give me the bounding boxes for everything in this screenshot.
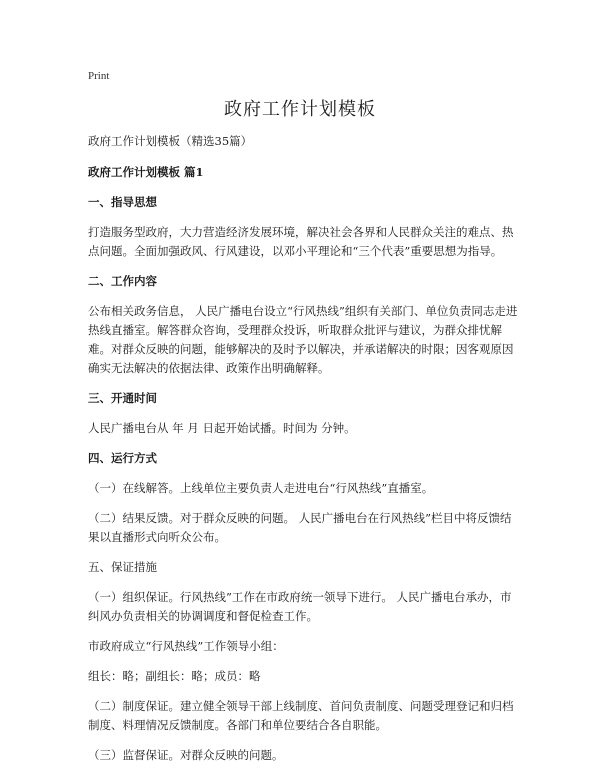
paragraph-work-content: 公布相关政务信息， 人民广播电台设立“行风热线”组织有关部门、单位负责同志走进热线直播室。解答群众咨询，受理群众投诉，听取群众批评与建议，为群众排忧解难。对群众反映的问题，能够解决的及时予以解决，并承诺解决的时限；因客观原因确实无法解决的依据法律、政策作出明确解释。 (88, 304, 518, 375)
paragraph-group-members: 组长：略；副组长：略；成员：略 (88, 669, 261, 683)
heading-guiding-thought: 一、指导思想 (88, 195, 157, 209)
heading-operation-mode: 四、运行方式 (88, 451, 157, 465)
paragraph-leading-group: 市政府成立“行风热线”工作领导小组： (88, 639, 284, 653)
paragraph-guiding-thought: 打造服务型政府，大力营造经济发展环境，解决社会各界和人民群众关注的难点、热点问题。全面加强政风、行风建设，以邓小平理论和“三个代表”重要思想为指导。 (88, 225, 514, 258)
document-subtitle: 政府工作计划模板（精选35篇） (88, 134, 253, 148)
paragraph-online-answer: （一）在线解答。上线单位主要负责人走进电台“行风热线”直播室。 (88, 481, 434, 495)
print-label[interactable]: Print (88, 70, 110, 82)
paragraph-start-time: 人民广播电台从 年 月 日起开始试播。时间为 分钟。 (88, 421, 356, 435)
page-title: 政府工作计划模板 (224, 99, 376, 120)
paragraph-organization-guarantee: （一）组织保证。行风热线”工作在市政府统一领导下进行。 人民广播电台承办，市纠风办负责相关的协调调度和督促检查工作。 (88, 590, 512, 623)
document-body (88, 132, 518, 776)
heading-work-content: 二、工作内容 (88, 274, 157, 288)
paragraph-system-guarantee: （二）制度保证。建立健全领导干部上线制度、首问负责制度、问题受理登记和归档制度、料理情况反馈制度。各部门和单位要结合各自职能。 (88, 699, 514, 732)
paragraph-result-feedback: （二）结果反馈。对于群众反映的问题。 人民广播电台在行风热线”栏目中将反馈结果以直播形式向听众公布。 (88, 511, 512, 544)
heading-start-time: 三、开通时间 (88, 391, 157, 405)
section-title: 政府工作计划模板 篇1 (88, 165, 204, 179)
heading-guarantee-measures: 五、保证措施 (88, 560, 157, 574)
paragraph-supervision-guarantee: （三）监督保证。对群众反映的问题。 (88, 748, 284, 762)
